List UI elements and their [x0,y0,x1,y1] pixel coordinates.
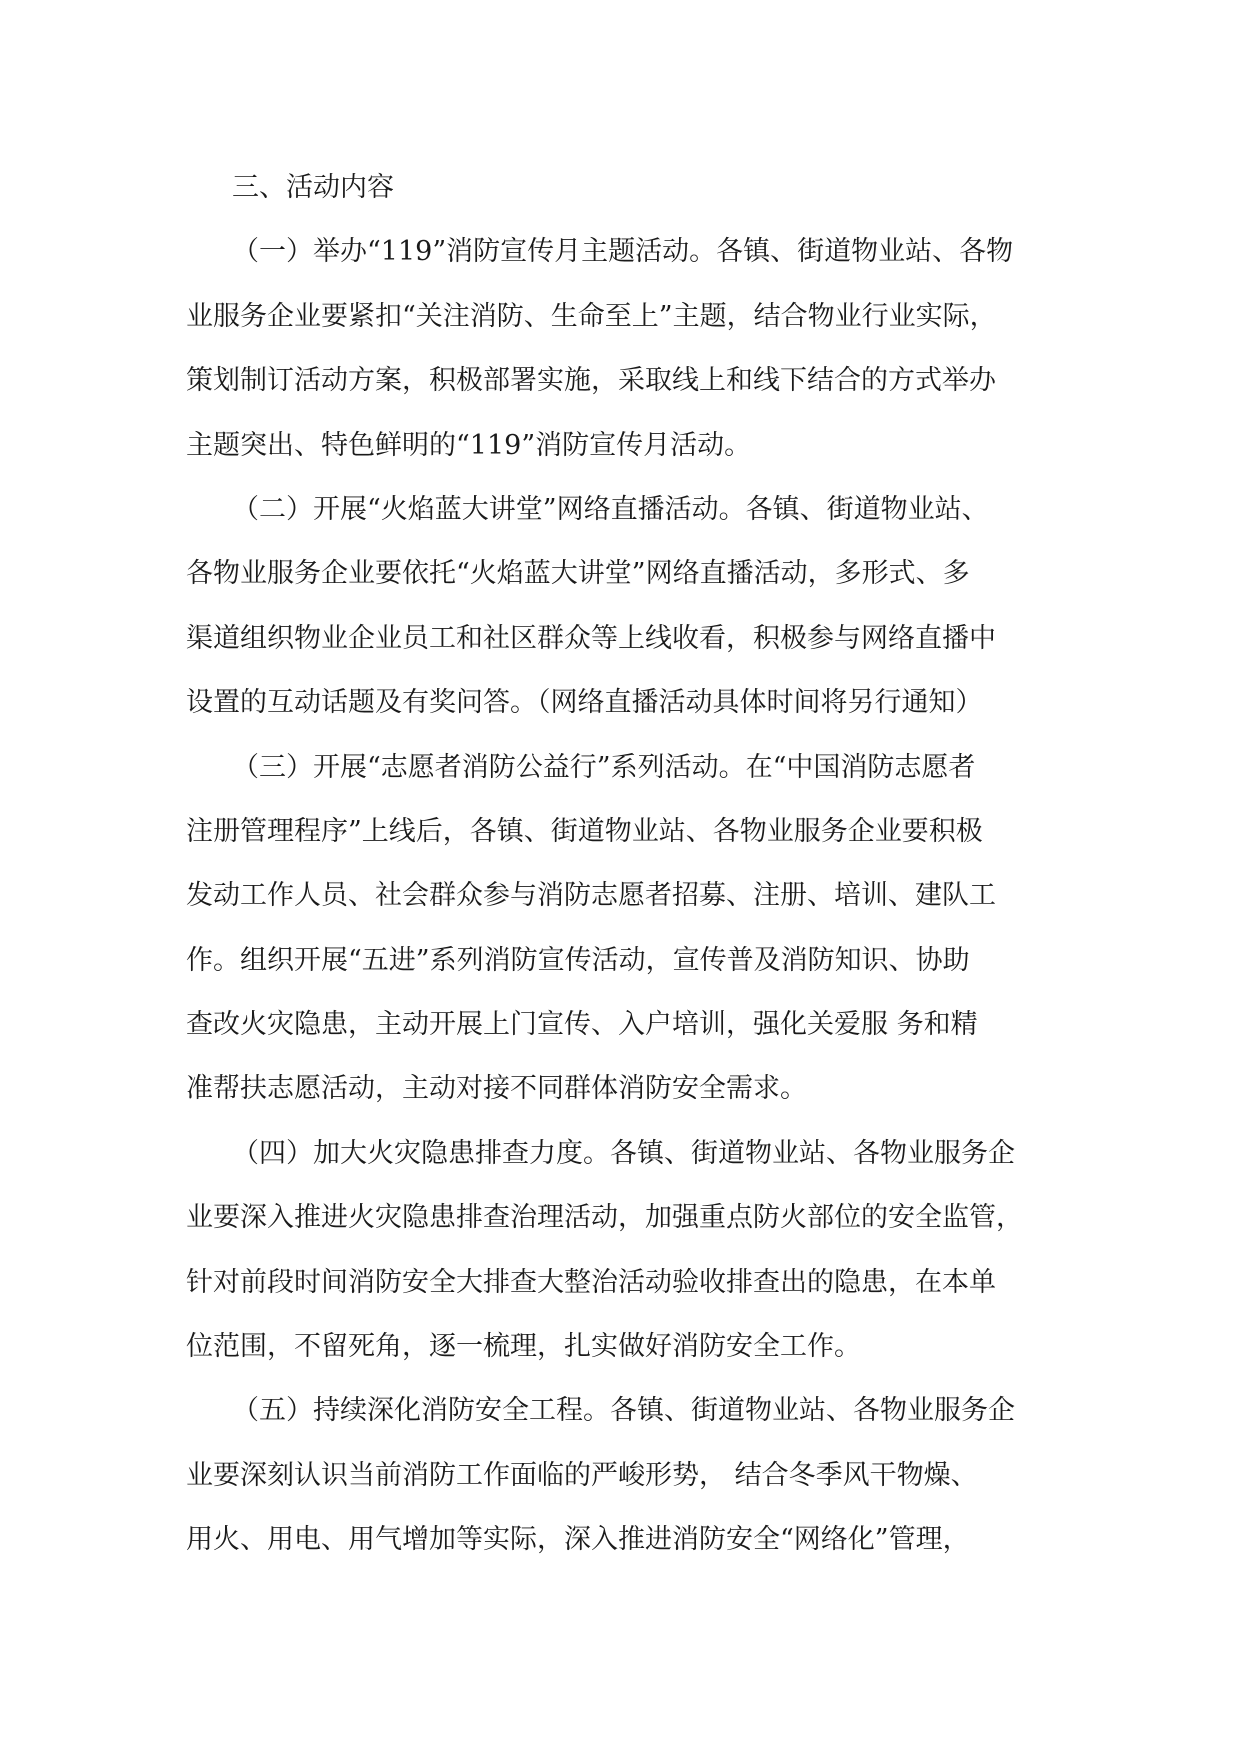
paragraph-line: 各物业服务企业要依托“火焰蓝大讲堂”网络直播活动，多形式、多 [186,558,970,590]
paragraph-line: 准帮扶志愿活动，主动对接不同群体消防安全需求。 [186,1073,807,1105]
paragraph-3 [186,736,1056,1122]
paragraph-line: （一）举办“119”消防宣传月主题活动。各镇、街道物业站、各物 [232,236,1014,268]
paragraph-line: 业服务企业要紧扣“关注消防、生命至上”主题，结合物业行业实际， [186,300,997,332]
paragraph-line: 查改火灾隐患，主动开展上门宣传、入户培训，强化关爱服 务和精 [186,1009,978,1041]
paragraph-line: 位范围，不留死角，逐一梳理，扎实做好消防安全工作。 [186,1331,861,1363]
paragraph-line: 主题突出、特色鲜明的“119”消防宣传月活动。 [186,429,752,461]
paragraph-line: （二）开展“火焰蓝大讲堂”网络直播活动。各镇、街道物业站、 [232,493,989,525]
paragraph-line: （四）加大火灾隐患排查力度。各镇、街道物业站、各物业服务企 [232,1137,1015,1169]
paragraph-line: （五）持续深化消防安全工程。各镇、街道物业站、各物业服务企 [232,1395,1015,1427]
document-body [186,156,1056,1573]
paragraph-2 [186,478,1056,736]
paragraph-line: 针对前段时间消防安全大排查大整治活动验收排查出的隐患，在本单 [186,1266,996,1298]
paragraph-line: 策划制订活动方案，积极部署实施，采取线上和线下结合的方式举办 [186,365,996,397]
paragraph-line: 用火、用电、用气增加等实际，深入推进消防安全“网络化”管理， [186,1524,970,1556]
paragraph-line: 业要深入推进火灾隐患排查治理活动，加强重点防火部位的安全监管， [186,1202,1023,1234]
paragraph-line: 业要深刻认识当前消防工作面临的严峻形势， 结合冬季风干物燥、 [186,1459,978,1491]
paragraph-line: 发动工作人员、社会群众参与消防志愿者招募、注册、培训、建队工 [186,880,996,912]
paragraph-line: 作。组织开展“五进”系列消防宣传活动，宣传普及消防知识、协助 [186,944,970,976]
section-heading: 三、活动内容 [232,172,394,203]
paragraph-line: 注册管理程序”上线后，各镇、街道物业站、各物业服务企业要积极 [186,815,983,847]
paragraph-line: （三）开展“志愿者消防公益行”系列活动。在“中国消防志愿者 [232,751,976,783]
paragraph-4 [186,1122,1056,1380]
paragraph-5 [186,1379,1056,1572]
paragraph-1 [186,220,1056,478]
paragraph-line: 设置的互动话题及有奖问答。（网络直播活动具体时间将另行通知） [186,687,983,719]
paragraph-line: 渠道组织物业企业员工和社区群众等上线收看，积极参与网络直播中 [186,622,996,654]
